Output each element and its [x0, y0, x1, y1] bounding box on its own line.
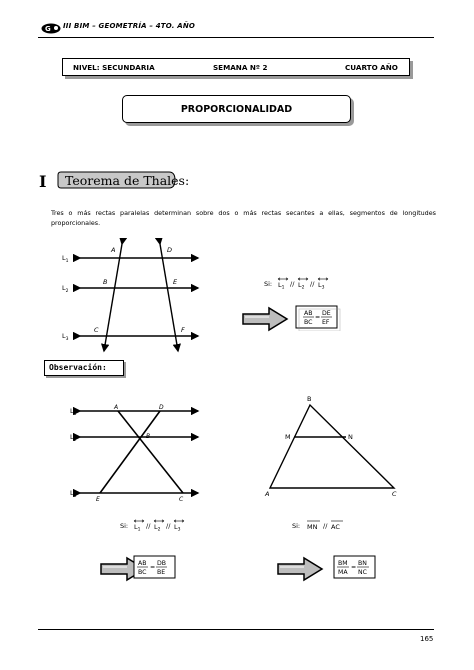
- figure1-thales-diagram: [60, 238, 210, 353]
- fig1-point-a: A: [111, 246, 116, 254]
- section-heading: Teorema de Thales:: [65, 173, 190, 188]
- fig1-secant-right: [160, 244, 178, 351]
- fig3-point-n: N: [348, 433, 353, 441]
- svg-text:NC: NC: [358, 569, 367, 576]
- page-title: PROPORCIONALIDAD: [180, 104, 293, 115]
- svg-text:AB: AB: [138, 560, 147, 567]
- fig1-label-l1: $L_1$: [62, 254, 69, 264]
- fig1-point-e: E: [173, 278, 178, 286]
- svg-text://: //: [166, 522, 171, 530]
- svg-text://: //: [310, 280, 315, 288]
- figure3-condition: [290, 518, 360, 532]
- svg-text://: //: [290, 280, 295, 288]
- svg-text://: //: [323, 522, 328, 530]
- svg-text:BN: BN: [358, 560, 367, 567]
- footer-rule: [38, 629, 434, 630]
- page-number: 165: [420, 635, 434, 643]
- section-bullet: I: [39, 172, 47, 191]
- level-label: NIVEL: SECUNDARIA: [73, 63, 155, 72]
- fig1-arrow-icon: [241, 305, 291, 333]
- header-rule: [38, 37, 434, 38]
- svg-text:BE: BE: [157, 569, 166, 576]
- fig1-cond-line-l2: [298, 278, 308, 290]
- svg-text:L1: $L_1$: [134, 523, 141, 532]
- svg-text://: //: [146, 522, 151, 530]
- fig3-cond-ac: AC: [331, 523, 340, 531]
- figure1-condition: [262, 276, 342, 290]
- fig2-cond-prefix: Si:: [120, 522, 129, 530]
- fig2-point-a: A: [114, 404, 119, 411]
- fig1-ratio-result: [295, 305, 341, 331]
- header-course-text: III BIM – GEOMETRÍA – 4TO. AÑO: [63, 22, 196, 30]
- svg-text:=: =: [150, 564, 156, 571]
- fig3-triangle-abc: [270, 405, 394, 488]
- fig2-label-l1: $L_1$: [70, 407, 77, 417]
- fig1-point-d: D: [167, 246, 173, 254]
- grade-label: CUARTO AÑO: [345, 63, 398, 72]
- svg-text:L2: $L_2$: [154, 523, 161, 532]
- fig3-cond-mn: MN: [307, 523, 318, 531]
- theorem-paragraph: Tres o más rectas paralelas determinan sobre dos o más rectas secantes a ellas, segmentos de longitudes proporcionales.: [51, 209, 436, 227]
- fig1-point-f: F: [181, 326, 185, 334]
- svg-text:AB: AB: [304, 310, 313, 317]
- fig1-label-l2: $L_2$: [62, 284, 69, 294]
- svg-text:G: G: [45, 25, 51, 33]
- fig1-point-c: C: [94, 326, 99, 334]
- fig1-label-l3: $L_3$: [62, 332, 69, 342]
- figure2-condition: [118, 518, 198, 532]
- fig3-point-c: C: [392, 490, 397, 498]
- svg-text:EF: EF: [322, 319, 330, 326]
- svg-text:DE: DE: [322, 310, 331, 317]
- fig2-point-d: D: [159, 404, 164, 411]
- title-box: [122, 95, 351, 123]
- level-bar: [62, 58, 410, 76]
- fig3-point-m: M: [285, 433, 291, 441]
- fig1-point-b: B: [103, 278, 108, 286]
- book-logo-icon: [41, 23, 61, 34]
- svg-text:MA: MA: [338, 569, 348, 576]
- fig2-label-l3: $L_3$: [70, 489, 77, 499]
- fig3-ratio-result: [333, 555, 379, 581]
- fig1-cond-prefix: Si:: [264, 280, 273, 288]
- svg-text:BM: BM: [338, 560, 348, 567]
- fig2-label-l2: $L_2$: [70, 433, 77, 443]
- fig2-cond-line-l1: [134, 520, 144, 532]
- svg-text:BC: BC: [138, 569, 147, 576]
- figure2-crossed-secants-diagram: [60, 400, 210, 510]
- fig3-point-a: A: [265, 490, 270, 498]
- svg-text:L1: $L_1$: [278, 281, 285, 290]
- fig2-point-c: C: [179, 496, 184, 503]
- svg-text:=: =: [315, 314, 321, 321]
- svg-text:L3: $L_3$: [318, 281, 325, 290]
- fig1-cond-line-l1: [278, 278, 288, 290]
- week-label: SEMANA Nº 2: [213, 63, 268, 72]
- observation-label: Observación:: [49, 363, 107, 372]
- fig2-point-b: B: [146, 433, 151, 440]
- fig2-point-e: E: [96, 496, 100, 503]
- svg-text:BC: BC: [304, 319, 313, 326]
- fig2-cond-line-l3: [174, 520, 184, 532]
- svg-text:DB: DB: [157, 560, 167, 567]
- svg-text:L2: $L_2$: [298, 281, 305, 290]
- svg-text:L3: $L_3$: [174, 523, 181, 532]
- svg-text:=: =: [351, 564, 357, 571]
- fig2-ratio-result: [133, 555, 179, 581]
- observation-box: [44, 360, 124, 376]
- fig1-cond-line-l3: [318, 278, 328, 290]
- fig3-arrow-icon: [276, 555, 326, 583]
- fig3-cond-prefix: Si:: [292, 522, 301, 530]
- fig2-cond-line-l2: [154, 520, 164, 532]
- fig3-point-b: B: [307, 395, 312, 403]
- fig1-secant-left: [104, 244, 122, 351]
- figure3-triangle-diagram: [258, 392, 408, 500]
